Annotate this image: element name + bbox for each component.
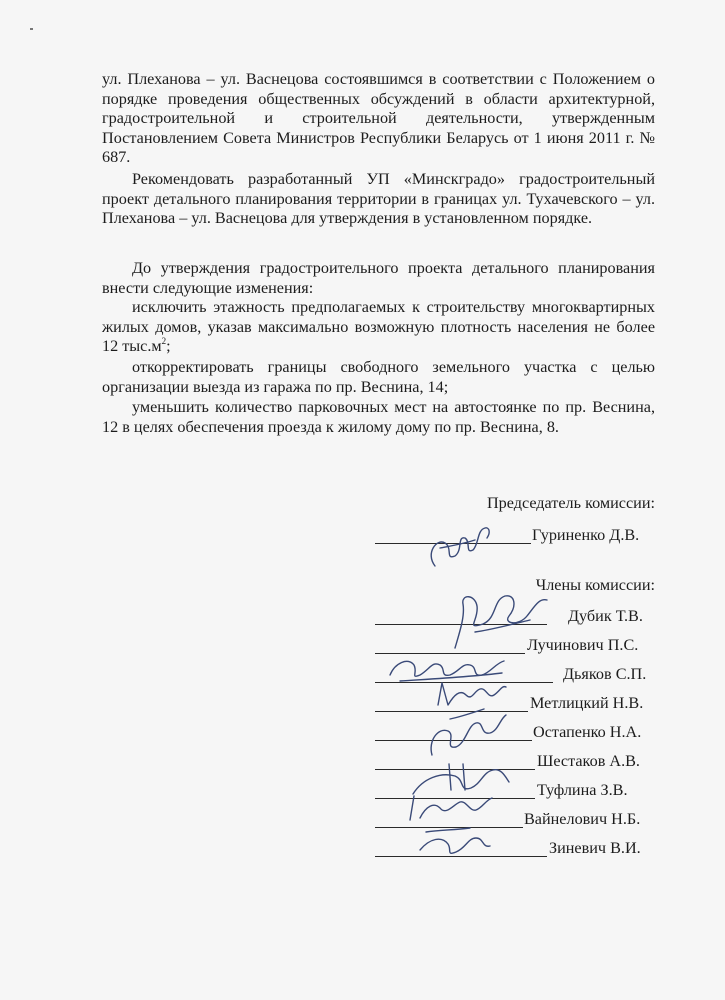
members-title: Члены комиссии: <box>535 576 655 594</box>
scan-mark <box>30 28 33 30</box>
paragraph-5: откорректировать границы свободного земельного участка с целью организации выезда из гаража по пр. Веснина, 14; <box>102 358 655 396</box>
paragraph-6: уменьшить количество парковочных мест на автостоянке по пр. Веснина, 12 в целях обеспечения проезда к жилому дому по пр. Веснина, 8. <box>102 398 655 436</box>
member-name-4: Метлицкий Н.В. <box>530 694 644 712</box>
member-name-7: Туфлина З.В. <box>537 781 628 799</box>
member-name-8: Вайнелович Н.Б. <box>524 810 641 828</box>
member-name-1: Дубик Т.В. <box>568 607 643 625</box>
member-signature-9 <box>410 820 500 865</box>
paragraph-2: Рекомендовать разработанный УП «Минскградо» градостроительный проект детального планирования территории в границах ул. Тухачевского – ул. Плеханова – ул. Васнецова для утверждения в установленном порядке. <box>102 170 655 228</box>
paragraph-3: До утверждения градостроительного проекта детального планирования внести следующие изменения: <box>102 259 655 297</box>
member-name-3: Дьяков С.П. <box>563 665 647 683</box>
member-name-9: Зиневич В.И. <box>549 839 641 857</box>
paragraph-1: ул. Плеханова – ул. Васнецова состоявшимся в соответствии с Положением о порядке проведения общественных обсуждений в области архитектурной, градостроительной и строительной деятельности, утвержденным Постановлением Совета Министров Республики Беларусь от 1 июня 2011 г. № 687. <box>102 70 655 167</box>
member-name-2: Лучинович П.С. <box>527 636 639 654</box>
member-name-6: Шестаков А.В. <box>537 752 640 770</box>
paragraph-4-text: исключить этажность предполагаемых к строительству многоквартирных жилых домов, указав максимально возможную плотность населения не более 12 тыс.м <box>102 298 655 356</box>
chair-name: Гуриненко Д.В. <box>532 526 640 544</box>
member-name-5: Остапенко Н.А. <box>533 723 642 741</box>
paragraph-4-tail: ; <box>166 337 171 356</box>
paragraph-4 <box>102 298 655 357</box>
chair-signature <box>415 518 505 573</box>
superscript: 2 <box>161 336 167 347</box>
member-signature-5 <box>420 705 510 765</box>
chair-title: Председатель комиссии: <box>486 494 655 512</box>
